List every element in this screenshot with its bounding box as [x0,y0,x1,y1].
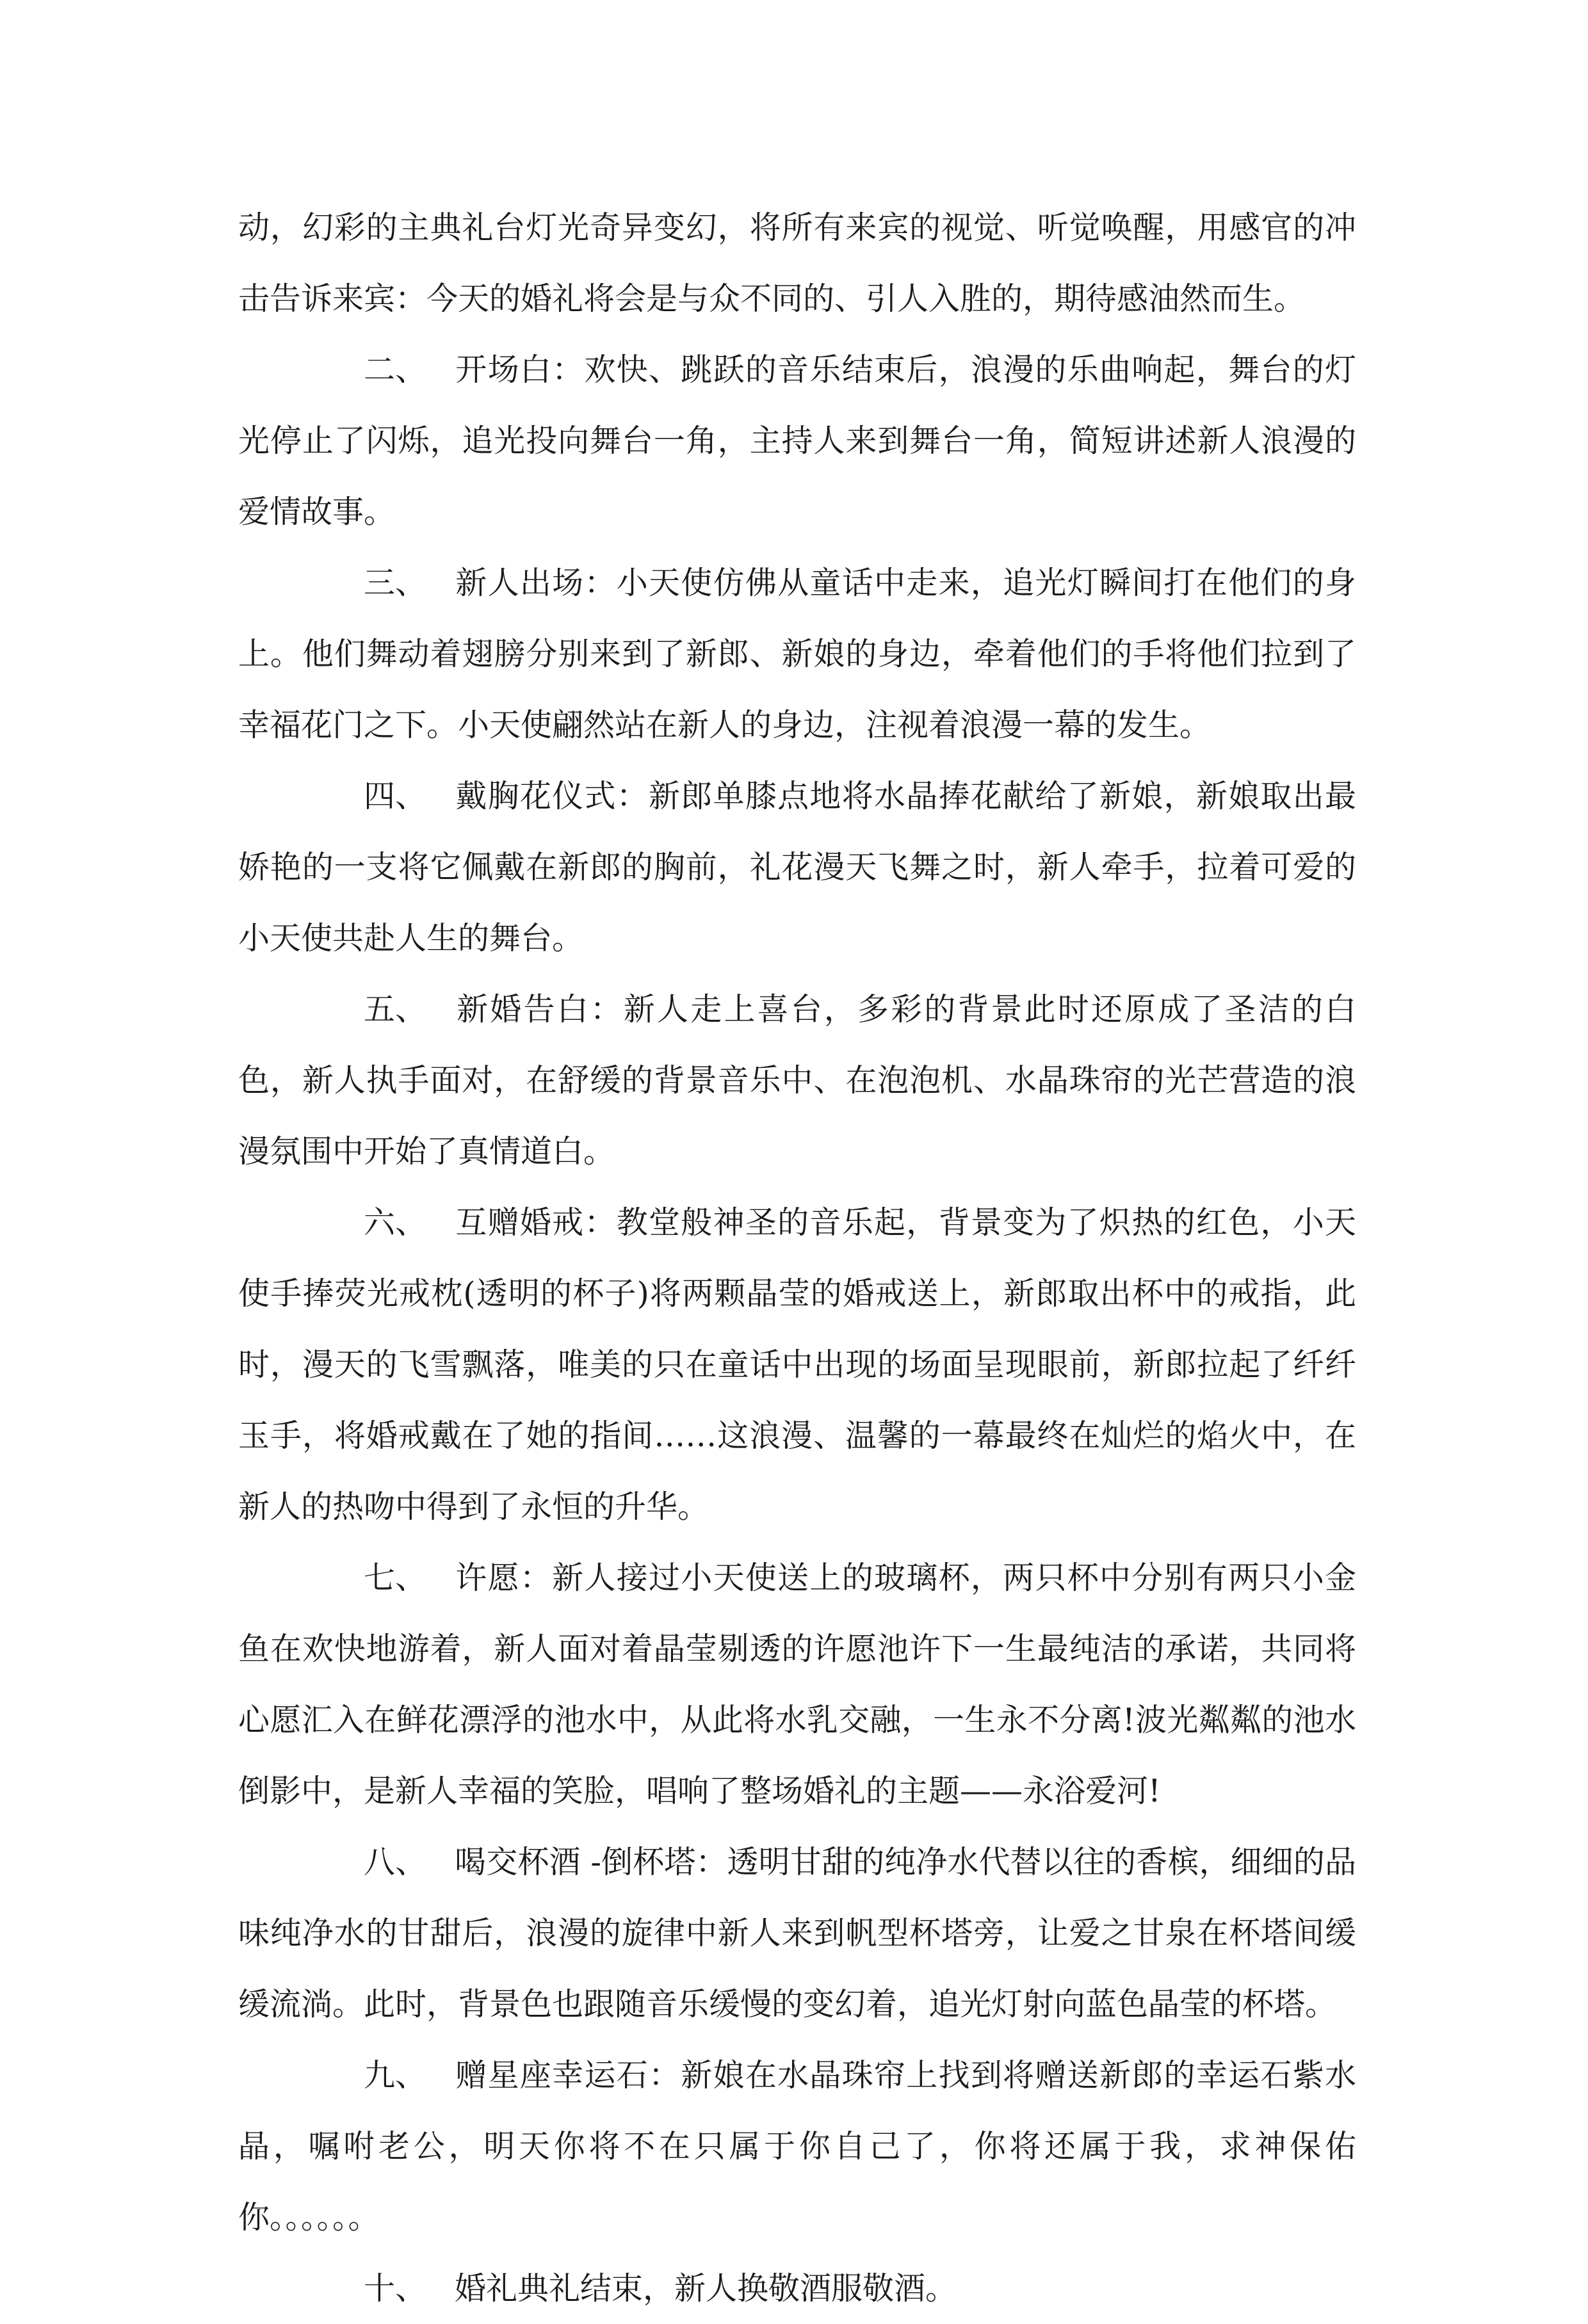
section-text: 戴胸花仪式：新郎单膝点地将水晶捧花献给了新娘，新娘取出最娇艳的一支将它佩戴在新郎的胸前，礼花漫天飞舞之时，新人牵手，拉着可爱的小天使共赴人生的舞台。 [238,778,1356,956]
section-paragraph-6 [238,1187,1356,1542]
section-number: 二、 [364,351,427,388]
section-paragraph-8 [238,1827,1356,2040]
section-paragraph-9 [238,2040,1356,2253]
section-paragraph-7 [238,1542,1356,1827]
section-text: 开场白：欢快、跳跃的音乐结束后，浪漫的乐曲响起，舞台的灯光停止了闪烁，追光投向舞台一角，主持人来到舞台一角，简短讲述新人浪漫的爱情故事。 [238,351,1356,530]
section-text: 新婚告白：新人走上喜台，多彩的背景此时还原成了圣洁的白色，新人执手面对，在舒缓的背景音乐中、在泡泡机、水晶珠帘的光芒营造的浪漫氛围中开始了真情道白。 [238,991,1356,1170]
section-number: 十、 [364,2270,427,2307]
intro-paragraph [238,192,1356,334]
section-text: 婚礼典礼结束，新人换敬酒服敬酒。 [455,2270,957,2307]
section-paragraph-2 [238,334,1356,547]
section-paragraph-10 [238,2253,1356,2324]
intro-text: 动，幻彩的主典礼台灯光奇异变幻，将所有来宾的视觉、听觉唤醒，用感官的冲击告诉来宾：今天的婚礼将会是与众不同的、引人入胜的，期待感油然而生。 [238,209,1356,317]
section-text: 新人出场：小天使仿佛从童话中走来，追光灯瞬间打在他们的身上。他们舞动着翅膀分别来到了新郎、新娘的身边，牵着他们的手将他们拉到了幸福花门之下。小天使翩然站在新人的身边，注视着浪漫一幕的发生。 [238,565,1356,743]
section-paragraph-4 [238,761,1356,974]
section-number: 九、 [364,2057,427,2094]
section-text: 喝交杯酒 -倒杯塔：透明甘甜的纯净水代替以往的香槟，细细的品味纯净水的甘甜后，浪漫的旋律中新人来到帆型杯塔旁，让爱之甘泉在杯塔间缓缓流淌。此时，背景色也跟随音乐缓慢的变幻着，追光灯射向蓝色晶莹的杯塔。 [238,1844,1356,2022]
section-text: 赠星座幸运石：新娘在水晶珠帘上找到将赠送新郎的幸运石紫水晶，嘱咐老公，明天你将不在只属于你自己了，你将还属于我，求神保佑你。。。。。。 [238,2057,1356,2236]
section-number: 三、 [364,565,427,601]
section-number: 六、 [364,1204,427,1241]
section-number: 八、 [364,1844,427,1880]
section-text: 许愿：新人接过小天使送上的玻璃杯，两只杯中分别有两只小金鱼在欢快地游着，新人面对着晶莹剔透的许愿池许下一生最纯洁的承诺，共同将心愿汇入在鲜花漂浮的池水中，从此将水乳交融，一生永不分离!波光粼粼的池水倒影中，是新人幸福的笑脸，唱响了整场婚礼的主题——永浴爱河! [238,1560,1356,1809]
section-paragraph-3 [238,547,1356,761]
section-number: 五、 [364,991,427,1028]
section-number: 四、 [364,778,427,814]
section-number: 七、 [364,1560,427,1596]
section-paragraph-5 [238,974,1356,1187]
section-text: 互赠婚戒：教堂般神圣的音乐起，背景变为了炽热的红色，小天使手捧荧光戒枕(透明的杯子)将两颗晶莹的婚戒送上，新郎取出杯中的戒指，此时，漫天的飞雪飘落，唯美的只在童话中出现的场面呈现眼前，新郎拉起了纤纤玉手，将婚戒戴在了她的指间……这浪漫、温馨的一幕最终在灿烂的焰火中，在新人的热吻中得到了永恒的升华。 [238,1204,1356,1525]
document-body [238,192,1356,2324]
